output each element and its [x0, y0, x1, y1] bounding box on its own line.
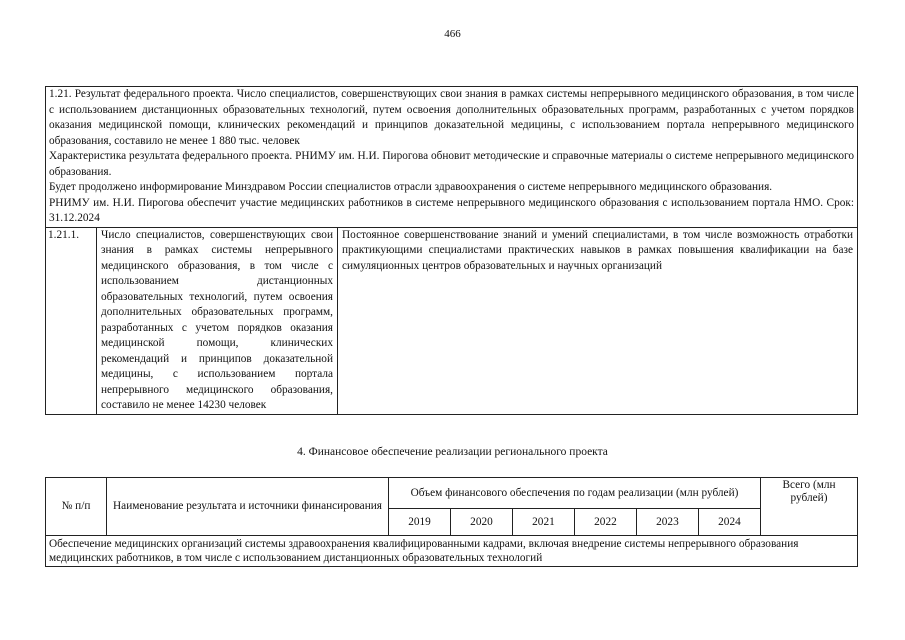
result-information: Будет продолжено информирование Минздравом России специалистов отрасли здравоохранения о системе непрерывного медицинского образования. — [49, 181, 773, 193]
table-row — [46, 227, 858, 414]
result-table — [45, 86, 858, 415]
year-header-2020: 2020 — [450, 509, 512, 536]
column-header-name: Наименование результата и источники финансирования — [107, 478, 389, 536]
year-header-2022: 2022 — [574, 509, 636, 536]
year-header-2019: 2019 — [389, 509, 451, 536]
section-title: 4. Финансовое обеспечение реализации регионального проекта — [297, 446, 608, 458]
column-header-volume: Объем финансового обеспечения по годам реализации (млн рублей) — [389, 478, 761, 509]
column-header-total: Всего (млн рублей) — [761, 478, 858, 536]
item-description: Постоянное совершенствование знаний и умений специалистами, в том числе возможность отработки практикующими специалистами практических навыков в рамках повышения квалификации на базе симуляционных центров образовательных и научных организаций — [338, 227, 858, 414]
year-header-2023: 2023 — [636, 509, 698, 536]
finance-row-title: Обеспечение медицинских организаций системы здравоохранения квалифицированными кадрами, включая внедрение системы непрерывного образования медицинских работников, в том числе с использованием дистанционных образовательных технологий — [46, 536, 858, 567]
result-title: 1.21. Результат федерального проекта. Число специалистов, совершенствующих свои знания в рамках системы непрерывного медицинского образования, в том числе с использованием дистанционных образовательных технологий, путем освоения дополнительных образовательных программ, разработанных с учетом порядков оказания медицинской помощи, клинических рекомендаций и принципов доказательной медицины, с использованием портала непрерывного медицинского образования, составило не менее 1 880 тыс. человек — [49, 88, 854, 147]
column-header-number: № п/п — [46, 478, 107, 536]
table-row — [46, 536, 858, 567]
year-header-2021: 2021 — [512, 509, 574, 536]
finance-table — [45, 477, 858, 567]
result-deadline: РНИМУ им. Н.И. Пирогова обеспечит участие медицинских работников в системе непрерывного медицинского образования с использованием портала НМО. Срок: 31.12.2024 — [49, 196, 854, 224]
result-characteristic: Характеристика результата федерального проекта. РНИМУ им. Н.И. Пирогова обновит методические и справочные материалы о системе непрерывного медицинского образования. — [49, 150, 854, 178]
result-description-cell — [46, 87, 858, 228]
page-number: 466 — [444, 28, 461, 40]
year-header-2024: 2024 — [698, 509, 760, 536]
item-number: 1.21.1. — [46, 227, 97, 414]
item-name: Число специалистов, совершенствующих свои знания в рамках системы непрерывного медицинского образования, в том числе с использованием дистанционных образовательных технологий, путем освоения дополнительных образовательных программ, разработанных с учетом порядков оказания медицинской помощи, клинических рекомендаций и принципов доказательной медицины, с использованием портала непрерывного медицинского образования, составило не менее 14230 человек — [97, 227, 338, 414]
